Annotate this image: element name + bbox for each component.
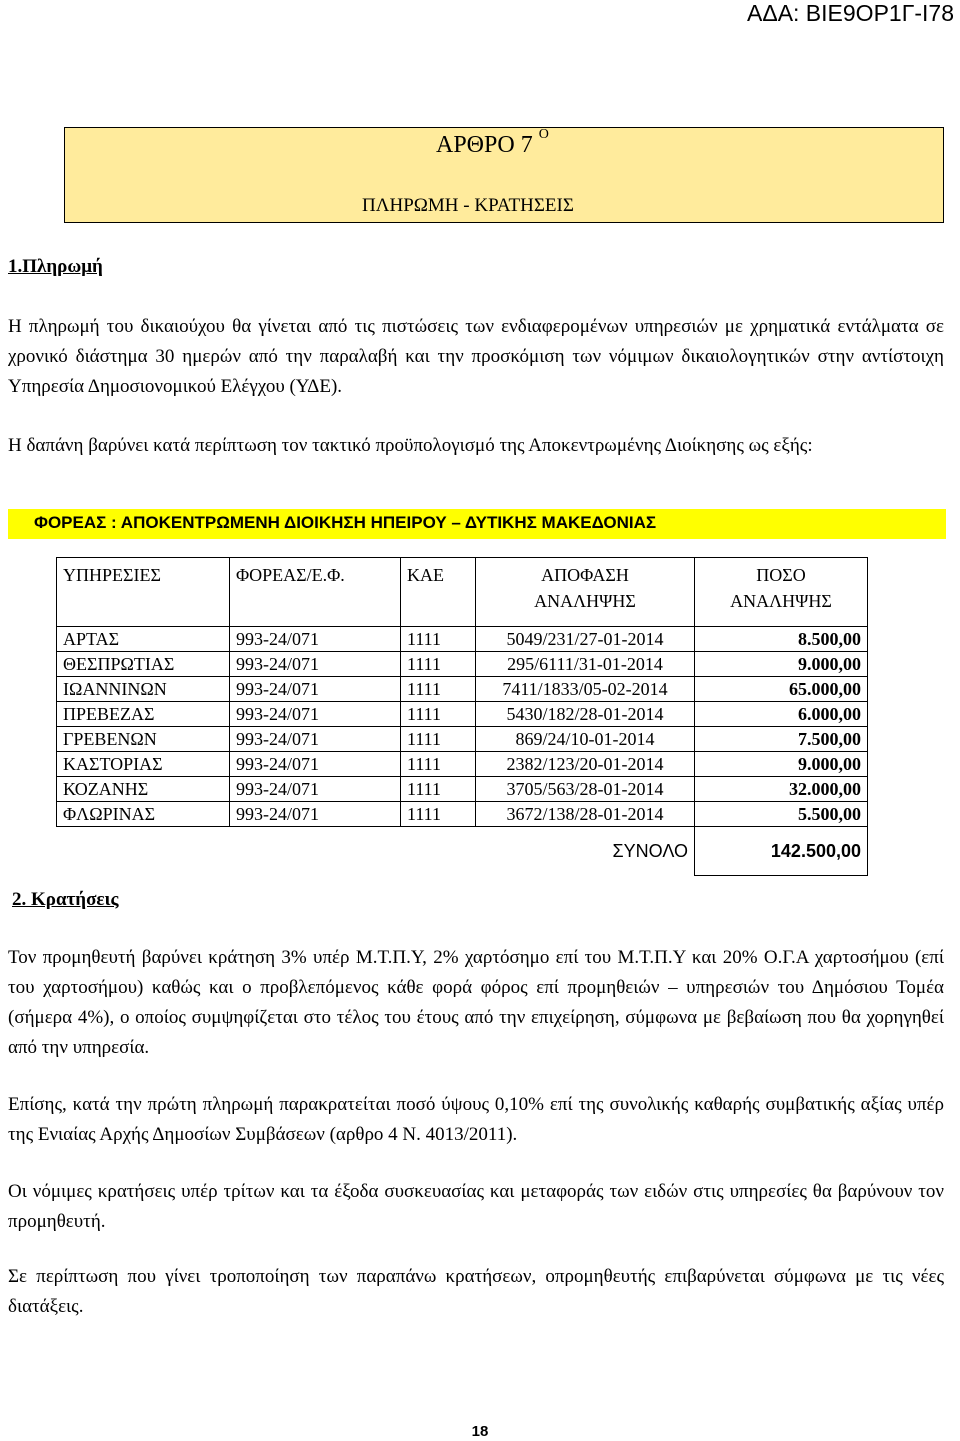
cell-foreas: 993-24/071 <box>230 702 401 727</box>
table-row <box>57 677 868 702</box>
cell-kae: 1111 <box>401 627 476 652</box>
cell-poso: 65.000,00 <box>695 677 868 702</box>
table-row <box>57 727 868 752</box>
header-ypiresies: ΥΠΗΡΕΣΙΕΣ <box>57 558 230 627</box>
cell-poso: 32.000,00 <box>695 777 868 802</box>
table-row <box>57 802 868 827</box>
cell-kae: 1111 <box>401 802 476 827</box>
section-heading-payment: 1.Πληρωμή <box>8 256 103 277</box>
cell-apofasi: 7411/1833/05-02-2014 <box>476 677 695 702</box>
cell-apofasi: 295/6111/31-01-2014 <box>476 652 695 677</box>
cell-ypiresia: ΓΡΕΒΕΝΩΝ <box>57 727 230 752</box>
table-row <box>57 652 868 677</box>
cell-poso: 6.000,00 <box>695 702 868 727</box>
cell-poso: 9.000,00 <box>695 652 868 677</box>
cell-apofasi: 869/24/10-01-2014 <box>476 727 695 752</box>
cell-foreas: 993-24/071 <box>230 802 401 827</box>
table-row <box>57 702 868 727</box>
cell-apofasi: 3705/563/28-01-2014 <box>476 777 695 802</box>
payment-paragraph: Η πληρωμή του δικαιούχου θα γίνεται από τις πιστώσεις των ενδιαφερομένων υπηρεσιών με χρηματικά εντάλματα σε χρονικό διάστημα 30 ημερών από την παραλαβή και την προσκόμιση των νόμιμων δικαιολογητικών στην αντίστοιχη Υπηρεσία Δημοσιονομικού Ελέγχου (ΥΔΕ). <box>8 316 944 397</box>
page-number: 18 <box>471 1423 489 1440</box>
cell-apofasi: 2382/123/20-01-2014 <box>476 752 695 777</box>
article-subtitle: ΠΛΗΡΩΜΗ - ΚΡΑΤΗΣΕΙΣ <box>362 195 574 216</box>
allocation-table <box>56 557 868 876</box>
budget-paragraph: Η δαπάνη βαρύνει κατά περίπτωση τον τακτικό προϋπολογισμό της Αποκεντρωμένης Διοίκησης ως εξής: <box>8 435 813 456</box>
cell-poso: 8.500,00 <box>695 627 868 652</box>
third-party-paragraph: Οι νόμιμες κρατήσεις υπέρ τρίτων και τα έξοδα συσκευασίας και μεταφοράς των ειδών στις υπηρεσίες θα βαρύνουν τον προμηθευτή. <box>8 1181 944 1232</box>
deductions-paragraph: Τον προμηθευτή βαρύνει κράτηση 3% υπέρ Μ.Τ.Π.Υ, 2% χαρτόσημο επί του Μ.Τ.Π.Υ και 20% Ο.Γ.Α χαρτοσήμου (επί του χαρτοσήμου) καθώς και ο προβλεπόμενος κάθε φορά φόρος επί προμηθειών – υπηρεσιών του Δημόσιου Τομέα (σήμερα 4%), ο οποίος συμψηφίζεται στο τέλος του έτους από την επιχείρηση, σύμφωνα με βεβαίωση που θα χορηγηθεί από την υπηρεσία. <box>8 947 944 1058</box>
cell-ypiresia: ΚΟΖΑΝΗΣ <box>57 777 230 802</box>
total-value: 142.500,00 <box>695 827 868 876</box>
cell-apofasi: 3672/138/28-01-2014 <box>476 802 695 827</box>
article-title: ΑΡΘΡΟ 7 $^O$ <box>436 127 549 158</box>
table-header-row <box>57 558 868 627</box>
table-total-row <box>57 827 868 876</box>
table-row <box>57 627 868 652</box>
header-kae: ΚΑΕ <box>401 558 476 627</box>
cell-kae: 1111 <box>401 677 476 702</box>
cell-kae: 1111 <box>401 702 476 727</box>
cell-ypiresia: ΠΡΕΒΕΖΑΣ <box>57 702 230 727</box>
cell-poso: 5.500,00 <box>695 802 868 827</box>
table-row <box>57 777 868 802</box>
cell-ypiresia: ΑΡΤΑΣ <box>57 627 230 652</box>
cell-foreas: 993-24/071 <box>230 627 401 652</box>
amendment-paragraph: Σε περίπτωση που γίνει τροποποίηση των παραπάνω κρατήσεων, οπρομηθευτής επιβαρύνεται σύμφωνα με τις νέες διατάξεις. <box>8 1266 944 1317</box>
header-apofasi: ΑΠΟΦΑΣΗ ΑΝΑΛΗΨΗΣ <box>476 558 695 627</box>
section-heading-deductions: 2. Κρατήσεις <box>12 889 119 910</box>
table-row <box>57 752 868 777</box>
cell-foreas: 993-24/071 <box>230 652 401 677</box>
ada-code: ΑΔΑ: ΒΙΕ9ΟΡ1Γ-Ι78 <box>746 0 954 26</box>
cell-foreas: 993-24/071 <box>230 677 401 702</box>
header-foreas: ΦΟΡΕΑΣ/Ε.Φ. <box>230 558 401 627</box>
cell-kae: 1111 <box>401 727 476 752</box>
cell-apofasi: 5430/182/28-01-2014 <box>476 702 695 727</box>
cell-ypiresia: ΙΩΑΝΝΙΝΩΝ <box>57 677 230 702</box>
cell-kae: 1111 <box>401 652 476 677</box>
cell-kae: 1111 <box>401 752 476 777</box>
foreas-label: ΦΟΡΕΑΣ : ΑΠΟΚΕΝΤΡΩΜΕΝΗ ΔΙΟΙΚΗΣΗ ΗΠΕΙΡΟΥ – ΔΥΤΙΚΗΣ ΜΑΚΕΔΟΝΙΑΣ <box>34 513 657 532</box>
eaads-paragraph: Επίσης, κατά την πρώτη πληρωμή παρακρατείται ποσό ύψους 0,10% επί της συνολικής καθαρής συμβατικής αξίας υπέρ της Ενιαίας Αρχής Δημοσίων Συμβάσεων (αρθρο 4 Ν. 4013/2011). <box>8 1094 944 1145</box>
cell-poso: 9.000,00 <box>695 752 868 777</box>
cell-ypiresia: ΘΕΣΠΡΩΤΙΑΣ <box>57 652 230 677</box>
cell-foreas: 993-24/071 <box>230 777 401 802</box>
cell-foreas: 993-24/071 <box>230 752 401 777</box>
header-poso: ΠΟΣΟ ΑΝΑΛΗΨΗΣ <box>695 558 868 627</box>
cell-apofasi: 5049/231/27-01-2014 <box>476 627 695 652</box>
cell-ypiresia: ΚΑΣΤΟΡΙΑΣ <box>57 752 230 777</box>
cell-foreas: 993-24/071 <box>230 727 401 752</box>
cell-poso: 7.500,00 <box>695 727 868 752</box>
cell-ypiresia: ΦΛΩΡΙΝΑΣ <box>57 802 230 827</box>
total-label: ΣΥΝΟΛΟ <box>476 827 695 876</box>
cell-kae: 1111 <box>401 777 476 802</box>
article-title-superscript: Ο <box>538 127 549 142</box>
